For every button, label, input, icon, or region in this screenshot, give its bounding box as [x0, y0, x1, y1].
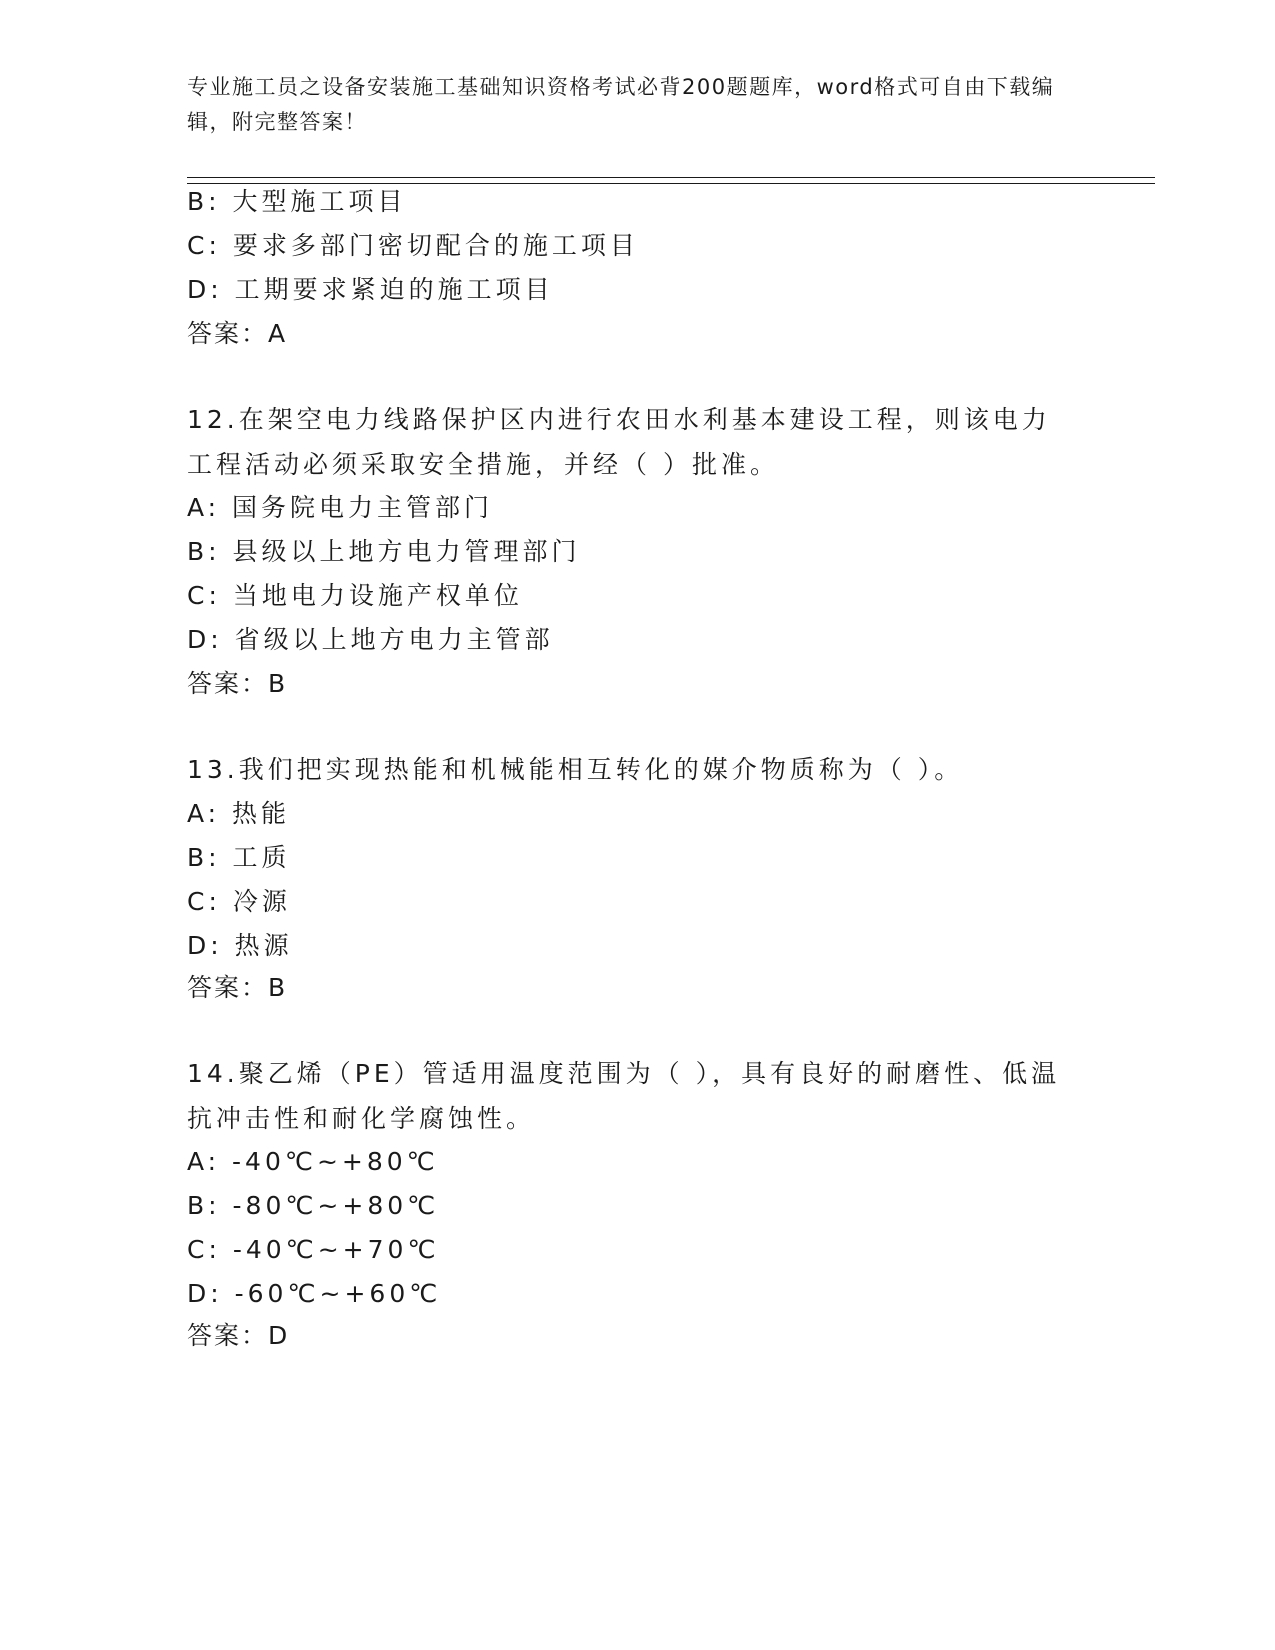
prev-option-b: B: 大型施工项目 — [187, 187, 407, 216]
prev-option-d: D: 工期要求紧迫的施工项目 — [187, 275, 554, 304]
q14-text: 14.聚乙烯（PE）管适用温度范围为（ ），具有良好的耐磨性、低温抗冲击性和耐化学腐蚀性。 — [187, 1059, 1061, 1133]
q14-option-a: A: -40℃~+80℃ — [187, 1147, 439, 1176]
prev-answer: 答案：A — [187, 319, 288, 348]
q14-answer: 答案：D — [187, 1321, 290, 1350]
q12-text: 12.在架空电力线路保护区内进行农田水利基本建设工程，则该电力工程活动必须采取安全措施，并经（ ）批准。 — [187, 405, 1051, 479]
prev-option-c: C: 要求多部门密切配合的施工项目 — [187, 231, 639, 260]
q12-option-a: A: 国务院电力主管部门 — [187, 493, 494, 522]
q14-option-d: D: -60℃~+60℃ — [187, 1279, 442, 1308]
q12-option-b: B: 县级以上地方电力管理部门 — [187, 537, 581, 566]
q12-answer: 答案：B — [187, 669, 288, 698]
q14-option-c: C: -40℃~+70℃ — [187, 1235, 440, 1264]
header-divider — [187, 177, 1155, 184]
q13-option-c: C: 冷源 — [187, 887, 291, 916]
q12-option-c: C: 当地电力设施产权单位 — [187, 581, 523, 610]
q13-answer: 答案：B — [187, 973, 288, 1002]
q13-text: 13.我们把实现热能和机械能相互转化的媒介物质称为（ ）。 — [187, 755, 964, 784]
q13-option-d: D: 热源 — [187, 931, 293, 960]
q13-option-b: B: 工质 — [187, 843, 291, 872]
q13-option-a: A: 热能 — [187, 799, 291, 828]
q12-option-d: D: 省级以上地方电力主管部 — [187, 625, 554, 654]
q14-option-b: B: -80℃~+80℃ — [187, 1191, 440, 1220]
document-header: 专业施工员之设备安装施工基础知识资格考试必背200题题库，word格式可自由下载编辑，附完整答案！ — [187, 75, 1055, 134]
